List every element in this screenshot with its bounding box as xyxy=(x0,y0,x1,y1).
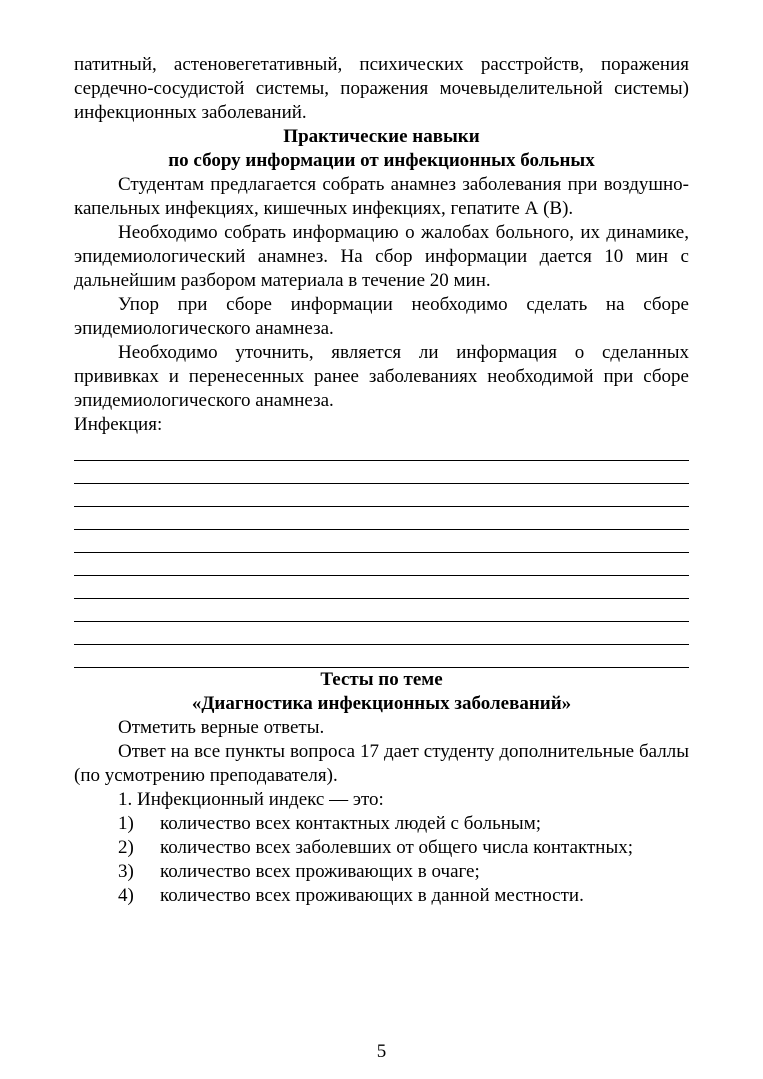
section1-paragraph-1: Студентам предлагается собрать анамнез заболевания при воздушно-капельных инфекциях, кишечных инфекциях, гепатите А (В). xyxy=(74,174,689,219)
section1-paragraph-4: Необходимо уточнить, является ли информация о сделанных прививках и перенесенных ранее заболеваниях необходимой при сборе эпидемиологического анамнеза. xyxy=(74,342,689,411)
option-number: 4) xyxy=(118,885,134,906)
answer-line[interactable] xyxy=(74,599,689,622)
question-1-text: 1. Инфекционный индекс — это: xyxy=(118,789,384,810)
answer-line[interactable] xyxy=(74,645,689,668)
option-text: количество всех проживающих в очаге; xyxy=(160,861,480,882)
option-text: количество всех контактных людей с больным; xyxy=(160,813,541,834)
answer-line[interactable] xyxy=(74,461,689,484)
question-1-option-1[interactable] xyxy=(74,812,689,836)
answer-line[interactable] xyxy=(74,553,689,576)
bonus-note: Ответ на все пункты вопроса 17 дает студенту дополнительные баллы (по усмотрению преподавателя). xyxy=(74,741,689,786)
section1-heading-line2: по сбору информации от инфекционных больных xyxy=(168,150,595,171)
answer-line[interactable] xyxy=(74,622,689,645)
section2-heading-line2: «Диагностика инфекционных заболеваний» xyxy=(191,693,572,714)
section2-heading-line1: Тесты по теме xyxy=(320,669,443,690)
answer-line[interactable] xyxy=(74,438,689,461)
page-number: 5 xyxy=(376,1041,387,1062)
question-1-option-3[interactable] xyxy=(74,860,689,884)
question-1-option-4[interactable] xyxy=(74,884,689,908)
answer-line[interactable] xyxy=(74,484,689,507)
answer-line[interactable] xyxy=(74,507,689,530)
option-number: 2) xyxy=(118,837,134,858)
question-1-option-2[interactable] xyxy=(74,836,689,860)
answer-lines xyxy=(74,438,689,668)
infection-label: Инфекция: xyxy=(74,414,163,435)
section1-heading-line1: Практические навыки xyxy=(283,126,480,147)
option-text: количество всех заболевших от общего числа контактных; xyxy=(160,837,634,858)
section1-paragraph-3: Упор при сборе информации необходимо сделать на сборе эпидемиологического анамнеза. xyxy=(74,294,689,339)
answer-line[interactable] xyxy=(74,530,689,553)
option-number: 1) xyxy=(118,813,134,834)
intro-paragraph: патитный, астеновегетативный, психических расстройств, поражения сердечно-сосудистой системы, поражения мочевыделительной системы) инфекционных заболеваний. xyxy=(74,54,689,123)
section1-paragraph-2: Необходимо собрать информацию о жалобах больного, их динамике, эпидемиологический анамнез. На сбор информации дается 10 мин с дальнейшим разбором материала в течение 20 мин. xyxy=(74,222,689,291)
document-page xyxy=(74,53,689,908)
option-number: 3) xyxy=(118,861,134,882)
option-text: количество всех проживающих в данной местности. xyxy=(160,885,584,906)
answer-line[interactable] xyxy=(74,576,689,599)
test-instruction: Отметить верные ответы. xyxy=(118,717,325,738)
